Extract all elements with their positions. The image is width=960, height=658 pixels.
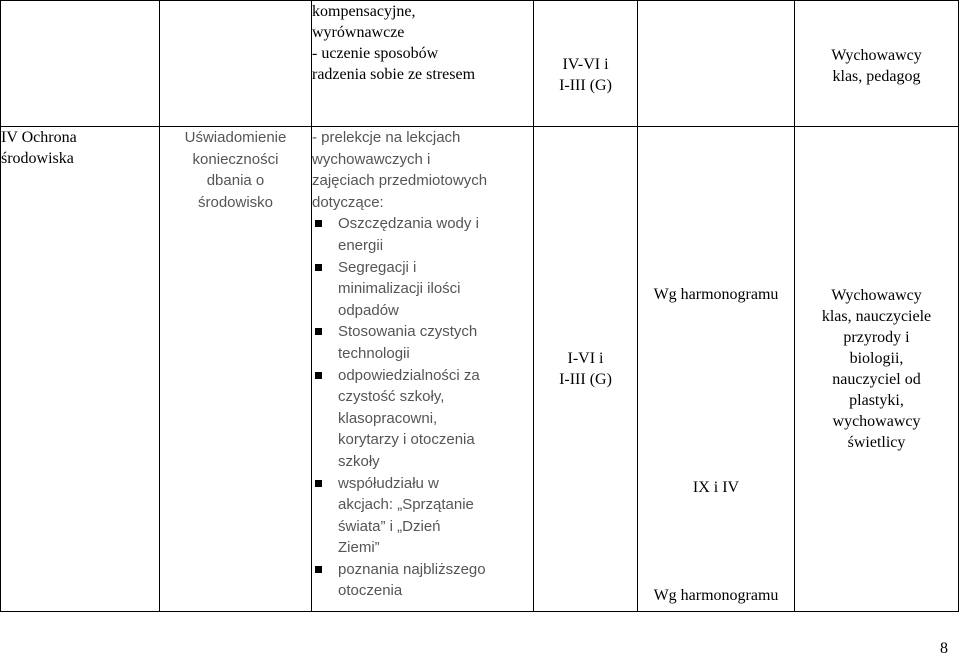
bullet-line: Segregacji i (338, 258, 417, 276)
term-top: Wg harmonogramu (653, 286, 779, 303)
area-cell (1, 127, 160, 612)
responsible-line: przyrody i (843, 329, 910, 346)
area-line: IV Ochrona (1, 129, 77, 146)
bullet-line: Stosowania czystych (338, 323, 478, 341)
prev-forms-line: - uczenie sposobów (312, 45, 439, 62)
classes-line: I-VI i (567, 350, 604, 367)
bullet-line: poznania najbliższego (338, 560, 486, 578)
intro-line: dotyczące: (312, 193, 384, 211)
prev-classes-line: I-III (G) (559, 77, 612, 94)
responsible-line: Wychowawcy (831, 287, 922, 304)
responsible-line: wychowawcy (832, 413, 921, 430)
responsible-line: klas, nauczyciele (821, 308, 932, 325)
bullet-line: szkoły (338, 452, 380, 470)
area-line: środowiska (1, 150, 74, 167)
bullet-line: współudziału w (338, 474, 439, 492)
responsible-line: świetlicy (847, 434, 906, 451)
prev-term-cell (638, 1, 795, 127)
list-item (312, 321, 533, 364)
classes-cell (534, 127, 638, 612)
prev-classes-line: IV-VI i (562, 56, 609, 73)
forms-cell (312, 127, 534, 612)
goal-line: dbania o (206, 172, 265, 190)
term-mid: IX i IV (692, 479, 740, 496)
bullet-line: minimalizacji ilości (338, 280, 461, 298)
bullet-line: Ziemi” (338, 539, 380, 557)
goal-cell (160, 127, 312, 612)
bullet-line: Oszczędzania wody i (338, 215, 479, 233)
goal-line: Uświadomienie (184, 129, 287, 146)
responsible-line: biologii, (849, 350, 904, 367)
responsible-line: plastyki, (849, 392, 904, 409)
prev-forms-line: kompensacyjne, (312, 3, 416, 20)
goal-line: konieczności (192, 150, 279, 168)
prev-forms-line: radzenia sobie ze stresem (312, 66, 476, 83)
prev-goal-cell (160, 1, 312, 127)
list-item (312, 257, 533, 322)
prev-responsible-line: klas, pedagog (832, 68, 921, 85)
term-cell (638, 127, 795, 612)
prev-forms-cell (312, 1, 534, 127)
prev-forms-line: wyrównawcze (312, 24, 405, 41)
responsible-line: nauczyciel od (832, 371, 921, 388)
bullet-line: świata” i „Dzień (338, 517, 441, 535)
list-item (312, 213, 533, 256)
activities-list (312, 213, 533, 602)
bullet-line: otoczenia (338, 582, 403, 600)
classes-line: I-III (G) (559, 371, 612, 388)
bullet-line: korytarzy i otoczenia (338, 431, 475, 449)
intro-line: zajęciach przedmiotowych (312, 172, 488, 190)
intro-line: wychowawczych i (312, 150, 431, 168)
intro-line: - prelekcje na lekcjach (312, 129, 461, 146)
table-row (1, 1, 959, 127)
bullet-line: technologii (338, 344, 410, 362)
bullet-line: odpowiedzialności za (338, 366, 480, 384)
bullet-line: klasopracowni, (338, 409, 438, 427)
page-number: 8 (940, 640, 948, 657)
prev-area-cell (1, 1, 160, 127)
responsible-cell (795, 127, 959, 612)
prev-classes-cell (534, 1, 638, 127)
bullet-line: energii (338, 236, 384, 254)
term-bottom: Wg harmonogramu (653, 587, 779, 604)
list-item (312, 473, 533, 559)
bullet-line: akcjach: „Sprzątanie (338, 496, 474, 514)
prev-responsible-cell (795, 1, 959, 127)
activities-block (312, 127, 533, 602)
bullet-line: czystość szkoły, (338, 388, 445, 406)
table-row (1, 127, 959, 612)
prev-responsible-line: Wychowawcy (831, 47, 922, 64)
bullet-line: odpadów (338, 301, 399, 319)
list-item (312, 365, 533, 473)
list-item (312, 559, 533, 602)
goal-line: środowisko (197, 193, 274, 211)
